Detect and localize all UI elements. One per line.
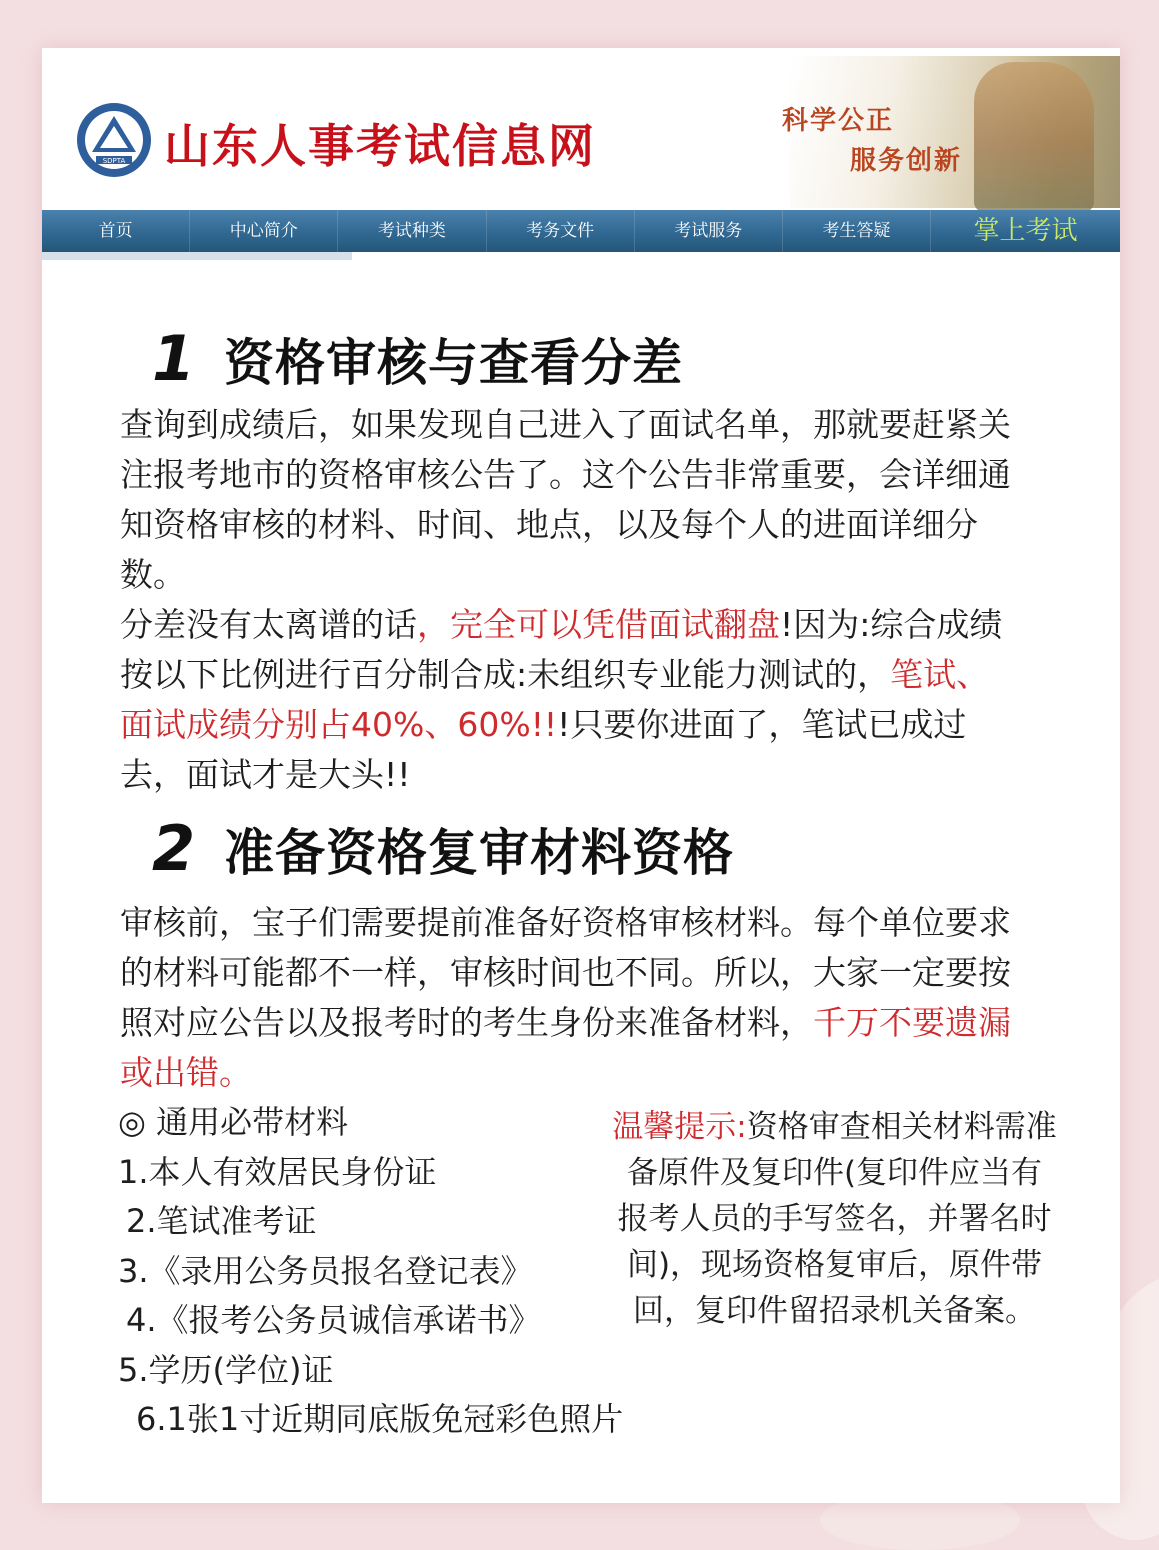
nav-exam-services[interactable]: 考试服务 [635, 210, 783, 252]
section-1-paragraph-1: 查询到成绩后，如果发现自己进入了面试名单，那就要赶紧关注报考地市的资格审核公告了。这个公告非常重要，会详细通知资格审核的材料、时间、地点，以及每个人的进面详细分数。 [120, 405, 1011, 594]
highlight-text: 千万不要遗漏或出错。 [120, 1003, 1011, 1092]
para-text: 审核前，宝子们需要提前准备好资格审核材料。每个单位要求的材料可能都不一样，审核时间也不同。所以，大家一定要按照对应公告以及报考时的考生身份来准备材料， [120, 903, 1011, 1042]
para-text: 分差没有太离谱的话 [120, 605, 417, 644]
svg-text:SDPTA: SDPTA [102, 157, 126, 165]
nav-mobile-exam[interactable]: 掌上考试 [973, 216, 1078, 246]
nav-home[interactable]: 首页 [42, 210, 190, 252]
content-card [42, 48, 1120, 1503]
nav-exam-documents[interactable]: 考务文件 [487, 210, 635, 252]
section-1-paragraph-2 [120, 600, 1020, 800]
sdpta-logo-icon [74, 100, 154, 180]
warm-tip [612, 1104, 1057, 1334]
nav-underline [42, 252, 352, 260]
section-2-title: 准备资格复审材料资格 [224, 823, 734, 882]
highlight-text: 笔试、面试成绩分别占40%、60%!! [120, 655, 990, 744]
site-title: 山东人事考试信息网 [164, 119, 596, 173]
slogan-line-1: 科学公正 [782, 106, 895, 136]
list-item: 1.本人有效居民身份证 [118, 1152, 437, 1191]
materials-list [118, 1098, 678, 1445]
list-item: 5.学历(学位)证 [118, 1350, 334, 1389]
section-1-title: 资格审核与查看分差 [224, 333, 683, 392]
section-1-number: 1 [152, 322, 196, 395]
para-text: !只要你进面了，笔试已成过去，面试才是大头!! [120, 705, 967, 794]
nav-about[interactable]: 中心简介 [190, 210, 338, 252]
list-item: 3.《录用公务员报名登记表》 [118, 1251, 533, 1290]
nav-faq[interactable]: 考生答疑 [783, 210, 931, 252]
list-item: 4.《报考公务员诚信承诺书》 [126, 1301, 541, 1339]
highlight-text: ，完全可以凭借面试翻盘 [417, 605, 780, 644]
materials-title: ◎ 通用必带材料 [118, 1103, 349, 1141]
site-header [42, 48, 1120, 208]
section-2-paragraph [120, 898, 1020, 1098]
section-2-number: 2 [152, 812, 196, 885]
para-text: !因为:综合成绩按以下比例进行百分制合成:未组织专业能力测试的， [120, 605, 1003, 694]
tip-text: 资格审查相关材料需准备原件及复印件(复印件应当有报考人员的手写签名，并署名时间)，现场资格复审后，原件带回，复印件留招录机关备案。 [617, 1109, 1057, 1329]
section-1-heading [152, 322, 683, 395]
section-2-heading [152, 812, 734, 885]
slogan-line-2: 服务创新 [850, 146, 963, 176]
nav-exam-types[interactable]: 考试种类 [338, 210, 486, 252]
list-item: 6.1张1寸近期同底版免冠彩色照片 [136, 1400, 624, 1438]
tip-label: 温馨提示: [612, 1109, 747, 1145]
list-item: 2.笔试准考证 [126, 1202, 317, 1240]
main-nav [42, 210, 1120, 252]
